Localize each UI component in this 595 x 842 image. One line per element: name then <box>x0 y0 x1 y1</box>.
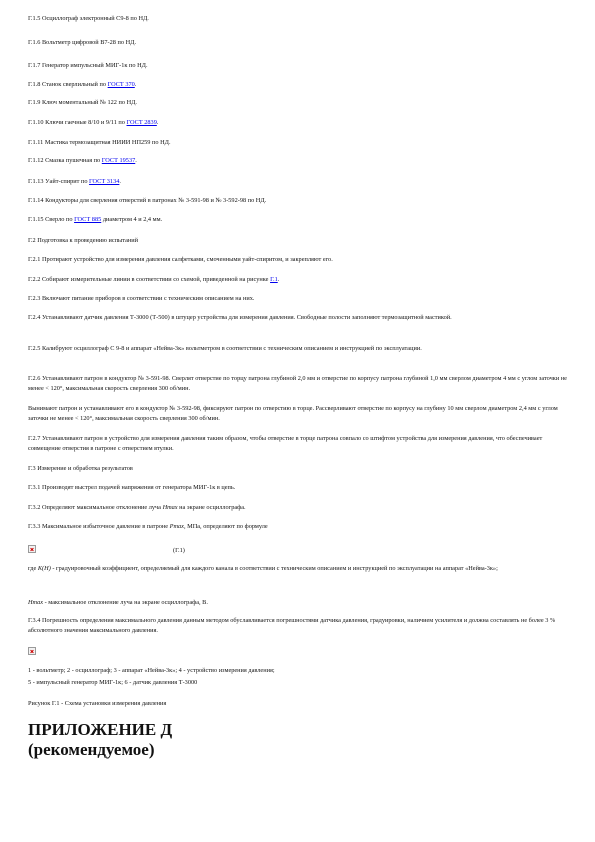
paragraph-g33 <box>28 522 572 532</box>
paragraph-g21: Г.2.1 Протирают устройство для измерения давления салфетками, смоченными уайт-спиритом, и закрепляют его. <box>28 256 333 263</box>
paragraph-g19: Г.1.9 Ключ моментальный № 122 по НД. <box>28 99 138 106</box>
paragraph-g16: Г.1.6 Вольтметр цифровой В7-28 по НД. <box>28 39 137 46</box>
figure-caption: Рисунок Г.1 - Схема установки измерения давления <box>28 700 167 707</box>
text: Г.1.15 Сверло по <box>28 216 75 223</box>
paragraph-g17: Г.1.7 Генератор импульсный МИГ-1к по НД. <box>28 62 148 69</box>
paragraph-g31: Г.3.1 Производят выстрел подачей напряжения от генератора МИГ-1к в цепь. <box>28 484 236 491</box>
paragraph-hmax <box>28 598 572 608</box>
section-heading-g2: Г.2 Подготовка к проведению испытаний <box>28 237 139 244</box>
text: где <box>28 565 38 572</box>
paragraph-g24: Г.2.4 Устанавливают датчик давления Т-3000 (Т-500) в штуцер устройства для измерения давления. Свободные полости заполняют термозащитной мастикой. <box>28 314 452 321</box>
broken-image-icon <box>28 545 36 553</box>
text: Г.1.8 Станок сверлильный по <box>28 81 108 88</box>
appendix-title: ПРИЛОЖЕНИЕ Д <box>28 720 173 739</box>
paragraph-g18 <box>28 80 572 90</box>
paragraph-g115 <box>28 215 572 225</box>
text: . <box>119 178 121 185</box>
text: . <box>134 81 137 88</box>
paragraph-g112 <box>28 156 572 166</box>
kh-symbol: K(H) <box>37 565 51 572</box>
text: Г.1.10 Ключи гаечные 8/10 и 9/11 по <box>28 119 127 126</box>
paragraph-g25: Г.2.5 Калибруют осциллограф С 9-8 и аппарат «Нейва-3к» вольтметром в соответствии с техническим описанием и инструкцией по эксплуатации. <box>28 345 422 352</box>
gost-3134-link[interactable]: ГОСТ 3134 <box>89 178 120 185</box>
paragraph-g111: Г.1.11 Мастика термозащитная НИИИ НП259 по НД. <box>28 139 171 146</box>
figure-legend-line-1: 1 - вольтметр; 2 - осциллограф; 3 - аппарат «Нейва-3к»; 4 - устройство измерения давления; <box>28 667 275 674</box>
equation-number: (Г.1) <box>173 547 185 554</box>
paragraph-g27: Г.2.7 Устанавливают патрон в устройство для измерения давления таким образом, чтобы отверстие в торце патрона совпало со штифтом устройства для измерения давления, что обеспечивает совмещение отверстия в патроне с отверстием втулки. <box>28 435 543 452</box>
paragraph-g26: Г.2.6 Устанавливают патрон в кондуктор № 3-591-98. Сверлят отверстие по торцу патрона глубиной 2,0 мм и отверстие по корпусу патрона глубиной 1,0 мм сверлом диаметром 4 мм с углом заточки не менее < 120°, максимальная скорость сверления 300 об/мин. <box>28 375 567 392</box>
text: . <box>156 119 159 126</box>
broken-image-icon <box>28 647 36 655</box>
text: , МПа, определяют по формуле <box>183 523 268 530</box>
text: - градуировочный коэффициент, определяемый для каждого канала в соответствии с техническим описанием и инструкцией по эксплуатации на аппарат «Нейва-3к»; <box>50 565 498 572</box>
paragraph-g32 <box>28 503 572 513</box>
text: . <box>135 157 137 164</box>
gost-370-link[interactable]: ГОСТ 370 <box>107 81 135 88</box>
paragraph-g110 <box>28 118 572 128</box>
hmax-symbol: Hmax <box>28 599 44 606</box>
paragraph-g15: Г.1.5 Осциллограф электронный С9-8 по НД. <box>28 15 149 22</box>
text: Г.1.12 Смазка пушечная по <box>28 157 102 164</box>
paragraph-g23: Г.2.3 Включают питание приборов в соответствии с техническим описанием на них. <box>28 295 255 302</box>
section-heading-g3: Г.3 Измерение и обработка результатов <box>28 465 133 472</box>
appendix-subtitle: (рекомендуемое) <box>28 740 155 759</box>
gost-2839-link[interactable]: ГОСТ 2839 <box>126 119 157 126</box>
gost-19537-link[interactable]: ГОСТ 19537 <box>101 157 136 164</box>
paragraph-g22 <box>28 275 572 285</box>
paragraph-g26-continued: Вынимают патрон и устанавливают его в кондуктор № 3-592-98, фиксируют патрон по отверстию в торце. Рассверливают отверстие по корпусу на глубину 10 мм сверлом диаметром 2,4 мм с углом заточки не менее < 120°, максимальная скорость сверления 300 об/мин. <box>28 405 558 422</box>
figure-legend-line-2: 5 - импульсный генератор МИГ-1к; 6 - датчик давления Т-3000 <box>28 679 198 686</box>
text: диаметром 4 и 2,4 мм. <box>101 216 163 223</box>
pmax-symbol: Pmax <box>169 523 184 530</box>
text: Г.1.13 Уайт-спирит по <box>28 178 90 185</box>
paragraph-g34: Г.3.4 Погрешность определения максимального давления данным методом обуславливается погрешностями датчика давления, градуировки, наличием усилителя и должна составлять не более 3 % абсолютного значения максимального давления. <box>28 617 556 634</box>
gost-885-link[interactable]: ГОСТ 885 <box>74 216 102 223</box>
paragraph-g114: Г.1.14 Кондукторы для сверления отверстий в патронах № 3-591-98 и № 3-592-98 по НД. <box>28 197 267 204</box>
text: - максимальное отклонение луча на экране осциллографа, В. <box>43 599 208 606</box>
text: . <box>277 276 280 283</box>
figure-g1-link[interactable]: Г.1 <box>270 276 278 283</box>
text: Г.3.2 Определяют максимальное отклонение луча <box>28 504 163 511</box>
hmax-symbol: Hmax <box>162 504 178 511</box>
text: на экране осциллографа. <box>177 504 246 511</box>
text: Г.3.3 Максимальное избыточное давление в патроне <box>28 523 170 530</box>
paragraph-g113 <box>28 177 572 187</box>
text: Г.2.2 Собирают измерительные линии в соответствии со схемой, приведенной на рисунке <box>28 276 271 283</box>
paragraph-where <box>28 564 572 574</box>
